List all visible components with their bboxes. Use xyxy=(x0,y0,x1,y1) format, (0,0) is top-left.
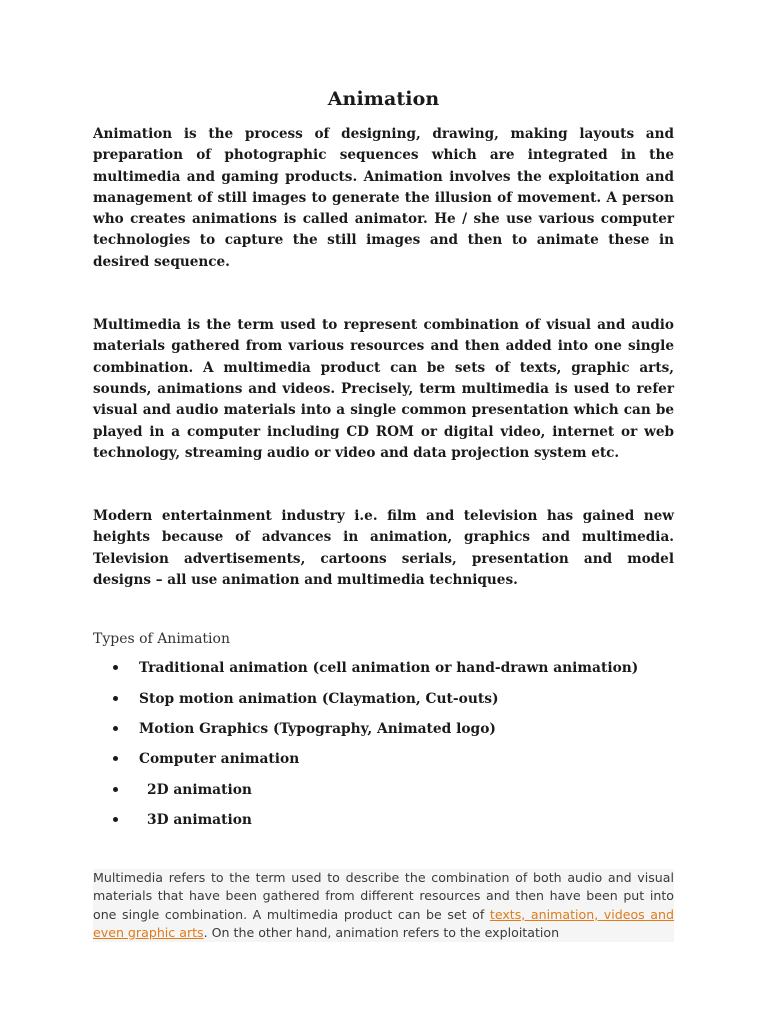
document-content xyxy=(93,88,674,955)
list-item xyxy=(93,653,674,683)
excerpt-text-after: . On the other hand, animation refers to the exploitation xyxy=(203,925,560,941)
list-item-text: Motion Graphics (Typography, Animated logo) xyxy=(139,720,496,737)
paragraph-multimedia-definition: Multimedia is the term used to represent combination of visual and audio materials gathered from various resources and then added into one single combination. A multimedia product can be sets of texts, graphic arts, sounds, animations and videos. Precisely, term multimedia is used to refer visual and audio materials into a single common presentation which can be played in a computer including CD ROM or digital video, internet or web technology, streaming audio or video and data projection system etc. xyxy=(93,317,674,461)
list-item-text: Computer animation xyxy=(139,751,300,768)
paragraph-entertainment-industry: Modern entertainment industry i.e. film and television has gained new heights because of advances in animation, graphics and multimedia. Television advertisements, cartoons serials, presentation and model designs – all use animation and multimedia techniques. xyxy=(93,508,674,589)
excerpt-link[interactable]: texts, animation, videos and even graphic arts xyxy=(93,906,674,941)
bullet-icon xyxy=(113,726,118,731)
bullet-icon xyxy=(113,756,118,761)
list-item xyxy=(93,684,674,714)
list-item xyxy=(93,775,674,805)
list-item-text: Stop motion animation (Claymation, Cut-outs) xyxy=(139,690,499,707)
list-item xyxy=(93,805,674,835)
excerpt-text-before: Multimedia refers to the term used to describe the combination of both audio and visual materials that have been gathered from different resources and then have been put into one single combination. A multimedia product can be set of xyxy=(93,870,674,922)
types-of-animation-list xyxy=(93,653,674,835)
bullet-icon xyxy=(113,696,118,701)
list-item-text: 3D animation xyxy=(147,811,252,828)
excerpt-paragraph xyxy=(93,869,674,942)
bullet-icon xyxy=(113,817,118,822)
paragraph-animation-definition: Animation is the process of designing, drawing, making layouts and preparation of photographic sequences which are integrated in the multimedia and gaming products. Animation involves the exploitation and management of still images to generate the illusion of movement. A person who creates animations is called animator. He / she use various computer technologies to capture the still images and then to animate these in desired sequence. xyxy=(93,126,674,270)
types-of-animation-heading: Types of Animation xyxy=(93,631,230,648)
list-item-text: Traditional animation (cell animation or hand-drawn animation) xyxy=(139,660,639,677)
list-item xyxy=(93,714,674,744)
page-title: Animation xyxy=(327,88,440,110)
bullet-icon xyxy=(113,665,118,670)
list-item xyxy=(93,744,674,774)
bullet-icon xyxy=(113,787,118,792)
list-item-text: 2D animation xyxy=(147,781,252,798)
